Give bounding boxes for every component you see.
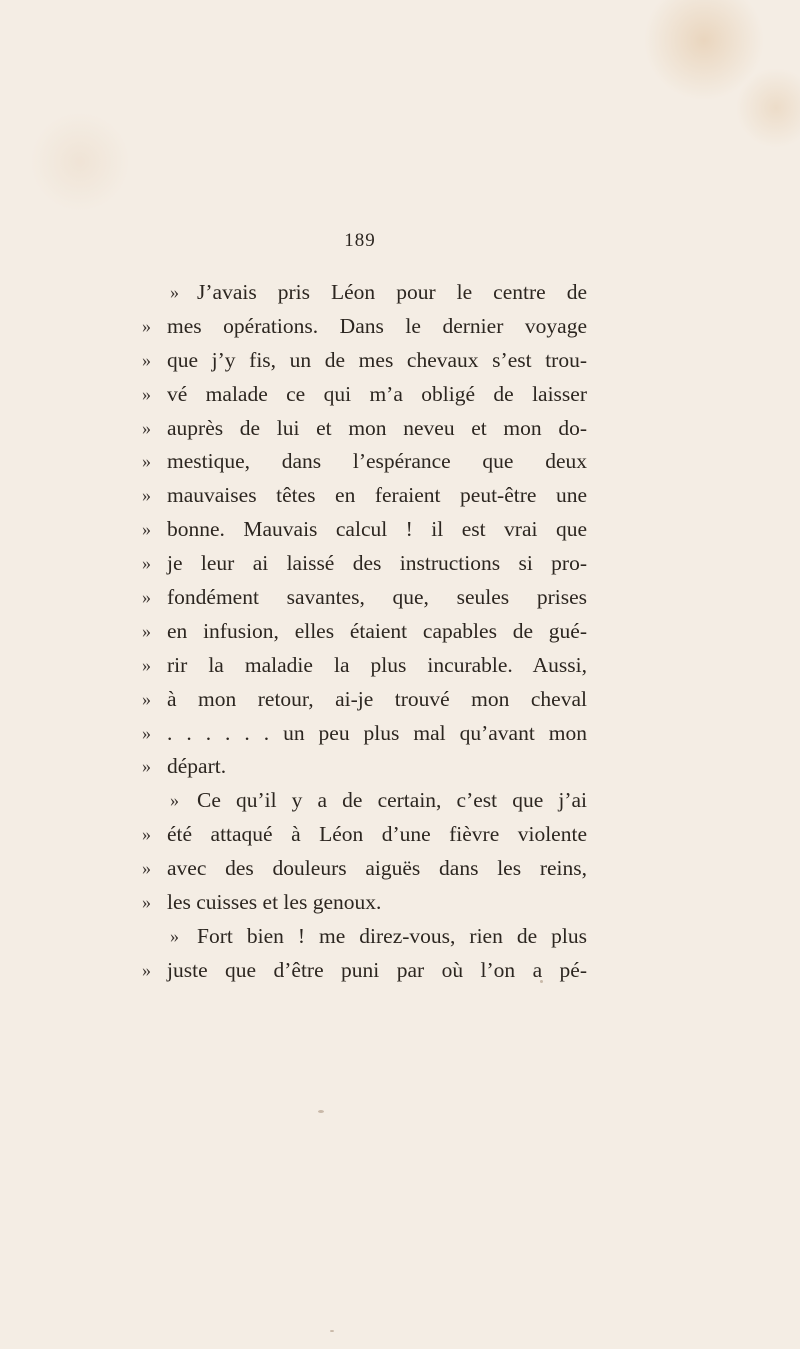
text-line bbox=[142, 412, 587, 446]
quote-mark: » bbox=[142, 587, 151, 608]
line-text: été attaqué à Léon d’une fièvre violente bbox=[167, 822, 587, 847]
text-line bbox=[142, 784, 587, 818]
text-line bbox=[142, 479, 587, 513]
text-line bbox=[142, 581, 587, 615]
text-line bbox=[142, 852, 587, 886]
quote-mark: » bbox=[142, 349, 151, 370]
quote-mark: » bbox=[142, 654, 151, 675]
quote-mark: » bbox=[142, 688, 151, 709]
page-number: 189 bbox=[344, 230, 376, 251]
text-line bbox=[142, 310, 587, 344]
text-line bbox=[142, 683, 587, 717]
line-text: Fort bien ! me direz-vous, rien de plus bbox=[197, 923, 587, 948]
paper-speck bbox=[318, 1110, 324, 1113]
line-text: bonne. Mauvais calcul ! il est vrai que bbox=[167, 517, 587, 542]
line-text: les cuisses et les genoux. bbox=[167, 890, 382, 915]
line-text: J’avais pris Léon pour le centre de bbox=[197, 280, 587, 304]
text-line bbox=[142, 717, 587, 751]
line-text: départ. bbox=[167, 754, 227, 779]
text-block bbox=[142, 276, 587, 988]
quote-mark: » bbox=[142, 451, 151, 472]
text-line bbox=[142, 886, 587, 920]
line-text: avec des douleurs aiguës dans les reins, bbox=[167, 856, 587, 881]
line-text: Ce qu’il y a de certain, c’est que j’ai bbox=[197, 788, 587, 813]
text-line bbox=[142, 920, 587, 954]
text-line bbox=[142, 615, 587, 649]
line-text: vé malade ce qui m’a obligé de laisser bbox=[167, 381, 587, 406]
text-line bbox=[142, 445, 587, 479]
quote-mark: » bbox=[170, 282, 179, 302]
quote-mark: » bbox=[142, 485, 151, 506]
text-line bbox=[142, 513, 587, 547]
text-line bbox=[142, 378, 587, 412]
line-text: mes opérations. Dans le dernier voyage bbox=[167, 313, 587, 338]
quote-mark: » bbox=[142, 620, 151, 641]
line-text: en infusion, elles étaient capables de gué- bbox=[167, 618, 587, 643]
quote-mark: » bbox=[170, 790, 179, 811]
line-text: que j’y fis, un de mes chevaux s’est trou- bbox=[167, 347, 587, 372]
quote-mark: » bbox=[142, 824, 151, 845]
line-text: juste que d’être puni par où l’on a pé- bbox=[167, 957, 587, 982]
text-line bbox=[142, 547, 587, 581]
quote-mark: » bbox=[142, 383, 151, 404]
text-line bbox=[142, 649, 587, 683]
quote-mark: » bbox=[142, 892, 151, 913]
quote-mark: » bbox=[142, 959, 151, 980]
line-text: à mon retour, ai-je trouvé mon cheval bbox=[167, 686, 587, 711]
line-text: je leur ai laissé des instructions si pro- bbox=[167, 551, 587, 576]
quote-mark: » bbox=[142, 858, 151, 879]
line-text: mestique, dans l’espérance que deux bbox=[167, 449, 587, 474]
text-line bbox=[142, 750, 587, 784]
quote-mark: » bbox=[142, 722, 151, 743]
text-line bbox=[142, 818, 587, 852]
paper-speck bbox=[330, 1330, 334, 1332]
quote-mark: » bbox=[170, 925, 179, 946]
paper-speck bbox=[540, 980, 543, 983]
quote-mark: » bbox=[142, 756, 151, 777]
text-line bbox=[142, 276, 587, 310]
quote-mark: » bbox=[142, 417, 151, 438]
quote-mark: » bbox=[142, 553, 151, 574]
line-text: fondément savantes, que, seules prises bbox=[167, 585, 587, 610]
line-text: auprès de lui et mon neveu et mon do- bbox=[167, 415, 587, 440]
text-line bbox=[142, 344, 587, 378]
text-line bbox=[142, 954, 587, 988]
line-text: mauvaises têtes en feraient peut-être une bbox=[167, 483, 587, 508]
quote-mark: » bbox=[142, 315, 151, 336]
line-text: rir la maladie la plus incurable. Aussi, bbox=[167, 652, 587, 677]
quote-mark: » bbox=[142, 519, 151, 540]
line-text: . . . . . . un peu plus mal qu’avant mon bbox=[167, 720, 587, 745]
